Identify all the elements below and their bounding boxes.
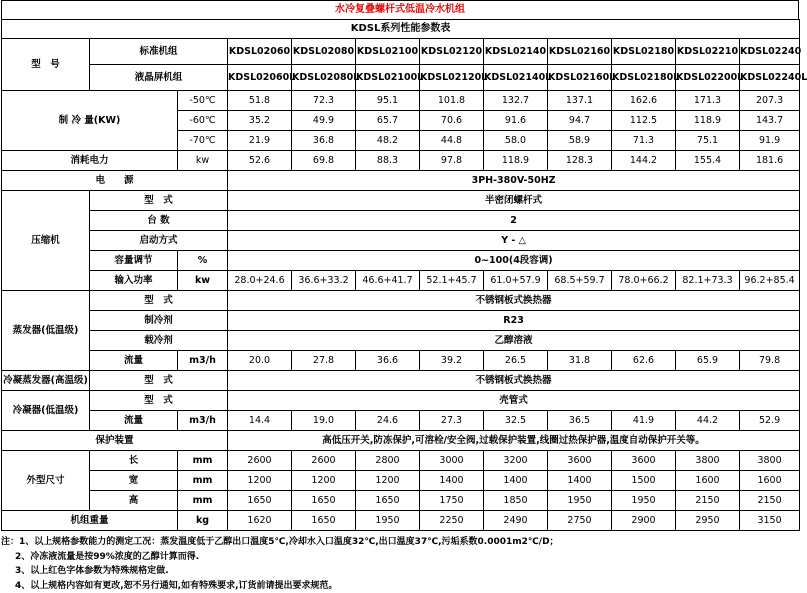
supply-row (2, 171, 800, 191)
value-cell: 52.9 (740, 411, 800, 431)
value-cell: 44.2 (676, 411, 740, 431)
value-cell: 78.0+66.2 (612, 271, 676, 291)
value-cell: 65.7 (356, 111, 420, 131)
value-cell: 1400 (420, 471, 484, 491)
value-cell: 46.6+41.7 (356, 271, 420, 291)
span-value: 不锈钢板式换热器 (228, 291, 800, 311)
value-cell: 49.9 (292, 111, 356, 131)
note-4: 4、以上规格内容如有更改,恕不另行通知,如有特殊要求,订货前请提出要求规范。 (1, 579, 799, 593)
value-cell: 62.6 (612, 351, 676, 371)
sheet-title: 水冷复叠螺杆式低温冷水机组 (1, 0, 799, 19)
value-cell: 2800 (356, 451, 420, 471)
standard-label: 标准机组 (90, 39, 228, 65)
value-cell: 71.3 (612, 131, 676, 151)
value-cell: 52.6 (228, 151, 292, 171)
value-cell: 36.6 (356, 351, 420, 371)
row-label: 流量 (90, 351, 178, 371)
dimension-row (2, 451, 800, 471)
lcd-label: 液晶屏机组 (90, 65, 228, 91)
model-name: KDSL02240 (740, 39, 800, 65)
value-cell: 1950 (612, 491, 676, 511)
row-label: 制冷剂 (90, 311, 228, 331)
value-cell: 69.8 (292, 151, 356, 171)
value-cell: 58.9 (548, 131, 612, 151)
value-cell: 1400 (548, 471, 612, 491)
value-cell: 82.1+73.3 (676, 271, 740, 291)
value-cell: 2950 (676, 511, 740, 531)
value-cell: 36.5 (548, 411, 612, 431)
span-value: 壳管式 (228, 391, 800, 411)
cooling-label: 制 冷 量(KW) (2, 91, 178, 151)
spec-table-body (2, 20, 800, 531)
unit-cell: kg (178, 511, 228, 531)
value-cell: 132.7 (484, 91, 548, 111)
value-cell: 101.8 (420, 91, 484, 111)
value-cell: 1950 (548, 491, 612, 511)
model-row-lcd (2, 65, 800, 91)
value-cell: 171.3 (676, 91, 740, 111)
value-cell: 155.4 (676, 151, 740, 171)
value-cell: 2250 (420, 511, 484, 531)
value-cell: 36.8 (292, 131, 356, 151)
dimension-row (2, 491, 800, 511)
value-cell: 162.6 (612, 91, 676, 111)
model-label: 型 号 (2, 39, 90, 91)
value-cell: 88.3 (356, 151, 420, 171)
value-cell: 3800 (740, 451, 800, 471)
row-label: 载冷剂 (90, 331, 228, 351)
value-cell: 21.9 (228, 131, 292, 151)
value-cell: 44.8 (420, 131, 484, 151)
value-cell: 1750 (420, 491, 484, 511)
value-cell: 1650 (356, 491, 420, 511)
value-cell: 51.8 (228, 91, 292, 111)
power-label: 消耗电力 (2, 151, 178, 171)
value-cell: 1950 (356, 511, 420, 531)
compressor-count-row (2, 211, 800, 231)
model-name: KDSL02120 (420, 39, 484, 65)
subtitle-row (2, 20, 800, 39)
value-cell: 75.1 (676, 131, 740, 151)
span-value: 半密闭螺杆式 (228, 191, 800, 211)
row-label: 型 式 (90, 391, 228, 411)
value-cell: 143.7 (740, 111, 800, 131)
value-cell: 24.6 (356, 411, 420, 431)
evaporator-coolant-row (2, 331, 800, 351)
value-cell: 2750 (548, 511, 612, 531)
value-cell: 36.6+33.2 (292, 271, 356, 291)
span-value: 乙醇溶液 (228, 331, 800, 351)
condenser-label: 冷凝器(低温级) (2, 391, 90, 431)
value-cell: 2150 (676, 491, 740, 511)
span-value: 不锈钢板式换热器 (228, 371, 800, 391)
value-cell: 97.8 (420, 151, 484, 171)
cond-evap-row (2, 371, 800, 391)
value-cell: 95.1 (356, 91, 420, 111)
value-cell: 26.5 (484, 351, 548, 371)
supply-value: 3PH-380V-50HZ (228, 171, 800, 191)
temp-label: -60℃ (178, 111, 228, 131)
note-1: 注：1、以上规格参数能力的测定工况：蒸发温度低于乙醇出口温度5℃,冷却水入口温度32℃,出口温度37℃,污垢系数0.0001m2℃/D； (1, 535, 799, 550)
model-name: KDSL02080 (292, 39, 356, 65)
value-cell: 91.9 (740, 131, 800, 151)
condenser-flow-row (2, 411, 800, 431)
protection-value: 高低压开关,防冻保护,可溶栓/安全阀,过载保护装置,线圈过热保护器,温度自动保护开关等。 (228, 431, 800, 451)
model-name: KDSL02160 (548, 39, 612, 65)
value-cell: 1200 (356, 471, 420, 491)
compressor-label: 压缩机 (2, 191, 90, 291)
model-name: KDSL02240L (740, 65, 800, 91)
value-cell: 118.9 (484, 151, 548, 171)
value-cell: 61.0+57.9 (484, 271, 548, 291)
protection-label: 保护装置 (2, 431, 228, 451)
value-cell: 41.9 (612, 411, 676, 431)
span-value: Y - △ (228, 231, 800, 251)
row-label: 长 (90, 451, 178, 471)
spec-sheet (1, 0, 799, 593)
value-cell: 70.6 (420, 111, 484, 131)
value-cell: 72.3 (292, 91, 356, 111)
value-cell: 14.4 (228, 411, 292, 431)
sheet-subtitle: KDSL系列性能参数表 (2, 20, 800, 39)
compressor-input-row (2, 271, 800, 291)
row-label: 高 (90, 491, 178, 511)
unit-cell: m3/h (178, 411, 228, 431)
value-cell: 1600 (740, 471, 800, 491)
evaporator-label: 蒸发器(低温级) (2, 291, 90, 371)
value-cell: 3200 (484, 451, 548, 471)
model-name: KDSL02160L (548, 65, 612, 91)
row-label: 宽 (90, 471, 178, 491)
evaporator-type-row (2, 291, 800, 311)
weight-label: 机组重量 (2, 511, 178, 531)
cond-evap-label: 冷凝蒸发器(高温级) (2, 371, 90, 391)
model-name: KDSL02100L (356, 65, 420, 91)
unit-cell: mm (178, 471, 228, 491)
unit-cell: mm (178, 451, 228, 471)
row-label: 台 数 (90, 211, 228, 231)
value-cell: 1500 (612, 471, 676, 491)
value-cell: 1650 (292, 491, 356, 511)
compressor-type-row (2, 191, 800, 211)
value-cell: 79.8 (740, 351, 800, 371)
value-cell: 68.5+59.7 (548, 271, 612, 291)
note-2: 2、冷冻液流量是按99%浓度的乙醇计算而得. (1, 550, 799, 565)
value-cell: 39.2 (420, 351, 484, 371)
evaporator-flow-row (2, 351, 800, 371)
unit-cell: m3/h (178, 351, 228, 371)
model-name: KDSL02180 (612, 39, 676, 65)
unit-cell: kw (178, 271, 228, 291)
value-cell: 3150 (740, 511, 800, 531)
value-cell: 2490 (484, 511, 548, 531)
value-cell: 20.0 (228, 351, 292, 371)
unit-cell: mm (178, 491, 228, 511)
weight-row (2, 511, 800, 531)
value-cell: 96.2+85.4 (740, 271, 800, 291)
value-cell: 52.1+45.7 (420, 271, 484, 291)
value-cell: 31.8 (548, 351, 612, 371)
value-cell: 181.6 (740, 151, 800, 171)
model-name: KDSL02060 (228, 39, 292, 65)
notes (1, 531, 799, 593)
supply-label: 电 源 (2, 171, 228, 191)
value-cell: 2600 (292, 451, 356, 471)
row-label: 启动方式 (90, 231, 228, 251)
span-value: R23 (228, 311, 800, 331)
value-cell: 207.3 (740, 91, 800, 111)
cooling-row (2, 91, 800, 111)
value-cell: 48.2 (356, 131, 420, 151)
model-row-standard (2, 39, 800, 65)
span-value: 0~100(4段容调) (228, 251, 800, 271)
dimensions-label: 外型尺寸 (2, 451, 90, 511)
value-cell: 3600 (548, 451, 612, 471)
value-cell: 2150 (740, 491, 800, 511)
condenser-type-row (2, 391, 800, 411)
model-name: KDSL02210 (676, 39, 740, 65)
value-cell: 35.2 (228, 111, 292, 131)
value-cell: 3000 (420, 451, 484, 471)
row-label: 型 式 (90, 291, 228, 311)
value-cell: 3600 (612, 451, 676, 471)
value-cell: 91.6 (484, 111, 548, 131)
compressor-capacity-row (2, 251, 800, 271)
value-cell: 27.8 (292, 351, 356, 371)
value-cell: 58.0 (484, 131, 548, 151)
value-cell: 1850 (484, 491, 548, 511)
model-name: KDSL02080L (292, 65, 356, 91)
value-cell: 1200 (228, 471, 292, 491)
value-cell: 1650 (292, 511, 356, 531)
note-3: 3、以上红色字体参数为特殊规格定做. (1, 564, 799, 579)
value-cell: 137.1 (548, 91, 612, 111)
value-cell: 112.5 (612, 111, 676, 131)
value-cell: 144.2 (612, 151, 676, 171)
temp-label: -50℃ (178, 91, 228, 111)
value-cell: 128.3 (548, 151, 612, 171)
row-label: 型 式 (90, 371, 228, 391)
power-row (2, 151, 800, 171)
value-cell: 1620 (228, 511, 292, 531)
row-label: 型 式 (90, 191, 228, 211)
row-label: 输入功率 (90, 271, 178, 291)
value-cell: 3800 (676, 451, 740, 471)
model-name: KDSL02200L (676, 65, 740, 91)
value-cell: 65.9 (676, 351, 740, 371)
model-name: KDSL02100 (356, 39, 420, 65)
value-cell: 1400 (484, 471, 548, 491)
model-name: KDSL02140L (484, 65, 548, 91)
value-cell: 27.3 (420, 411, 484, 431)
value-cell: 1650 (228, 491, 292, 511)
row-label: 流量 (90, 411, 178, 431)
unit-cell: kw (178, 151, 228, 171)
value-cell: 1600 (676, 471, 740, 491)
dimension-row (2, 471, 800, 491)
model-name: KDSL02180L (612, 65, 676, 91)
row-label: 容量调节 (90, 251, 178, 271)
temp-label: -70℃ (178, 131, 228, 151)
value-cell: 2600 (228, 451, 292, 471)
value-cell: 32.5 (484, 411, 548, 431)
value-cell: 1200 (292, 471, 356, 491)
unit-cell: % (178, 251, 228, 271)
spec-table (1, 19, 800, 531)
value-cell: 28.0+24.6 (228, 271, 292, 291)
value-cell: 19.0 (292, 411, 356, 431)
value-cell: 118.9 (676, 111, 740, 131)
span-value: 2 (228, 211, 800, 231)
compressor-start-row (2, 231, 800, 251)
model-name: KDSL02120L (420, 65, 484, 91)
value-cell: 2900 (612, 511, 676, 531)
evaporator-refrigerant-row (2, 311, 800, 331)
value-cell: 94.7 (548, 111, 612, 131)
model-name: KDSL02140 (484, 39, 548, 65)
model-name: KDSL02060L (228, 65, 292, 91)
protection-row (2, 431, 800, 451)
